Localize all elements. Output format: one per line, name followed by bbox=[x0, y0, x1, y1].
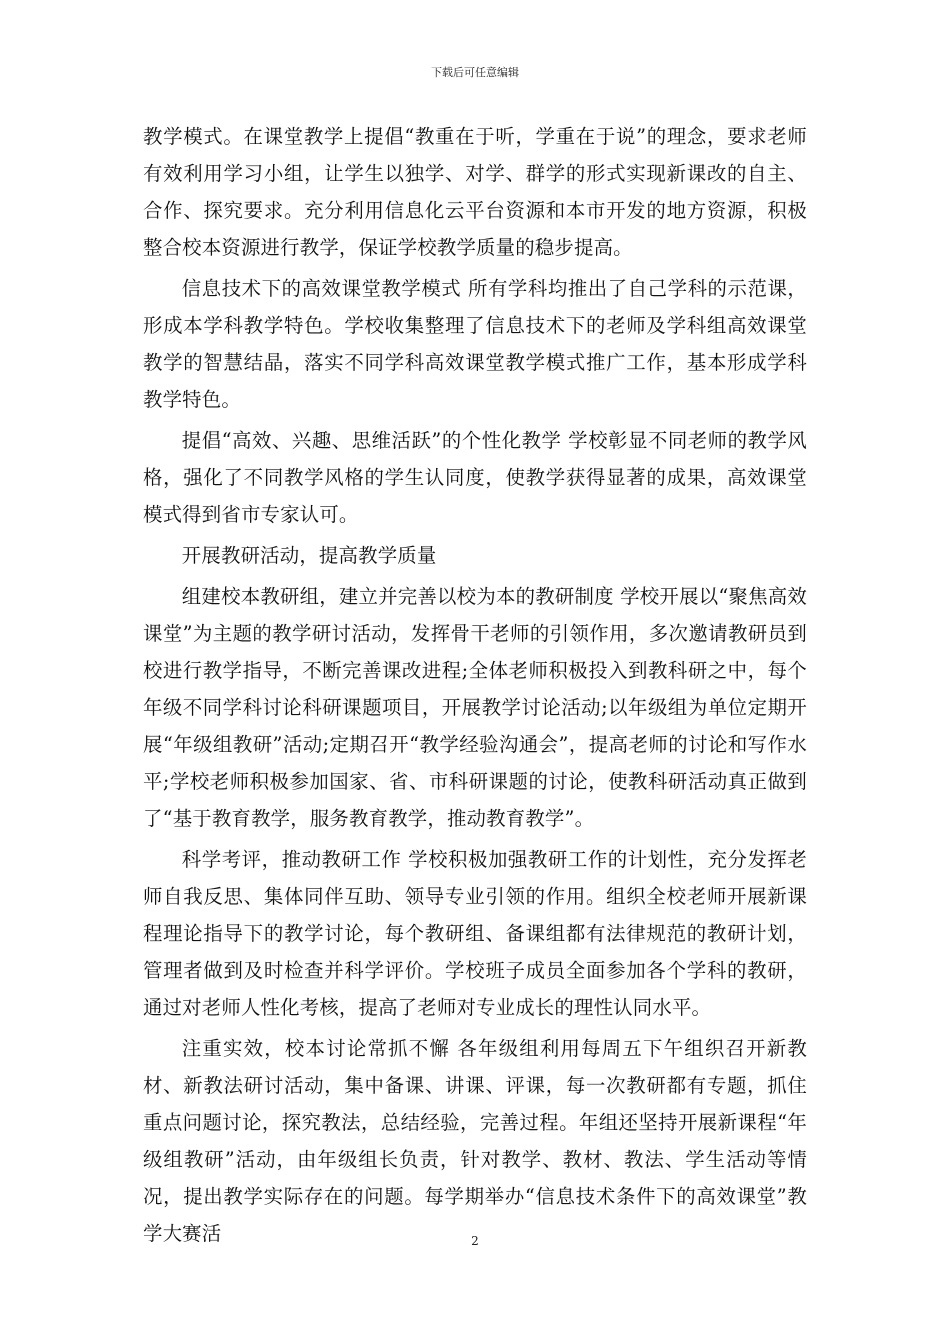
paragraph-scientific-evaluation: 科学考评，推动教研工作 学校积极加强教研工作的计划性，充分发挥老师自我反思、集体同伴互助、领导专业引领的作用。组织全校老师开展新课程理论指导下的教学讨论，每个教研组、备课组都有法律规范的教研计划，管理者做到及时检查并科学评价。学校班子成员全面参加各个学科的教研，通过对老师人性化考核，提高了老师对专业成长的理性认同水平。 bbox=[143, 848, 807, 1019]
paragraph-efficient-classroom-model: 信息技术下的高效课堂教学模式 所有学科均推出了自己学科的示范课，形成本学科教学特色。学校收集整理了信息技术下的老师及学科组高效课堂教学的智慧结晶，落实不同学科高效课堂教学模式推广工作，基本形成学科教学特色。 bbox=[143, 277, 807, 411]
paragraph-continuation: 教学模式。在课堂教学上提倡“教重在于听，学重在于说”的理念，要求老师有效利用学习小组，让学生以独学、对学、群学的形式实现新课改的自主、合作、探究要求。充分利用信息化云平台资源和本市开发的地方资源，积极整合校本资源进行教学，保证学校教学质量的稳步提高。 bbox=[143, 125, 807, 259]
page-header: 下载后可任意编辑 bbox=[431, 66, 519, 79]
page-number: 2 bbox=[471, 1234, 479, 1248]
document-body bbox=[143, 118, 807, 1256]
paragraph-school-research-group: 组建校本教研组，建立并完善以校为本的教研制度 学校开展以“聚焦高效课堂”为主题的教学研讨活动，发挥骨干老师的引领作用，多次邀请教研员到校进行教学指导，不断完善课改进程;全体老师积极投入到教科研之中，每个年级不同学科讨论科研课题项目，开展教学讨论活动;以年级组为单位定期开展“年级组教研”活动;定期召开“教学经验沟通会”，提高老师的讨论和写作水平;学校老师积极参加国家、省、市科研课题的讨论，使教科研活动真正做到了“基于教育教学，服务教育教学，推动教育教学”。 bbox=[143, 585, 807, 830]
paragraph-practical-effect: 注重实效，校本讨论常抓不懈 各年级组利用每周五下午组织召开新教材、新教法研讨活动，集中备课、讲课、评课，每一次教研都有专题，抓住重点问题讨论，探究教法，总结经验，完善过程。年组还坚持开展新课程“年级组教研”活动，由年级组长负责，针对教学、教材、教法、学生活动等情况，提出教学实际存在的问题。每学期举办“信息技术条件下的高效课堂”教学大赛活 bbox=[143, 1037, 807, 1245]
paragraph-personalized-teaching: 提倡“高效、兴趣、思维活跃”的个性化教学 学校彰显不同老师的教学风格，强化了不同教学风格的学生认同度，使教学获得显著的成果，高效课堂模式得到省市专家认可。 bbox=[143, 429, 807, 526]
section-heading-teaching-research: 开展教研活动，提高教学质量 bbox=[181, 544, 437, 567]
